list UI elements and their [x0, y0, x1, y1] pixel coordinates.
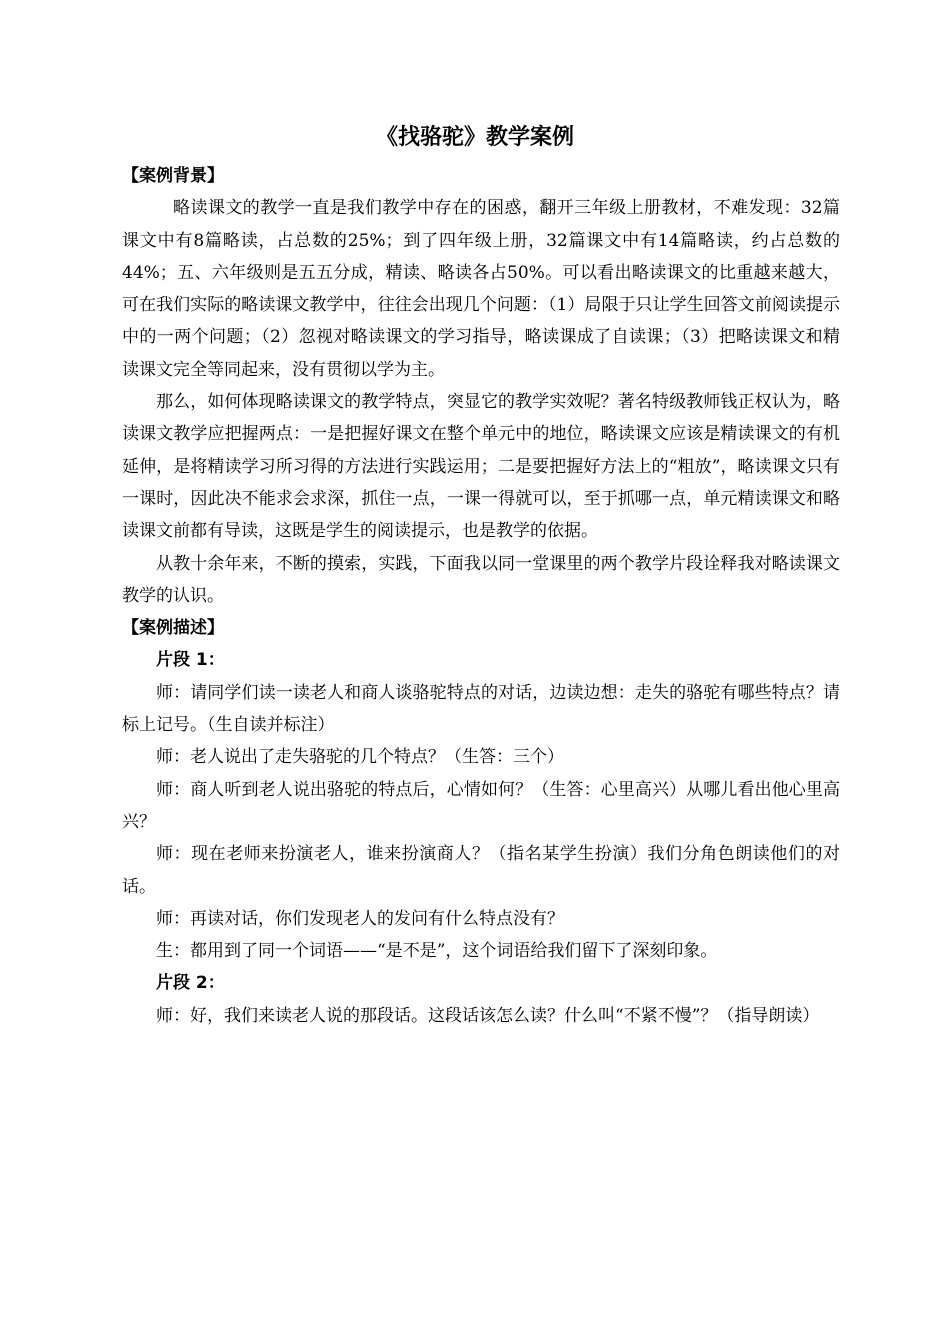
dialogue-line: 师：老人说出了走失骆驼的几个特点？（生答：三个） — [156, 747, 564, 768]
dialogue-line: 师：现在老师来扮演老人，谁来扮演商人？（指名某学生扮演）我们分角色朗读他们的对话。 — [122, 844, 840, 897]
dialogue-line: 师：请同学们读一读老人和商人谈骆驼特点的对话，边读边想：走失的骆驼有哪些特点？请标上记号。（生自读并标注） — [122, 682, 840, 736]
background-paragraph-2: 那么，如何体现略读课文的教学特点，突显它的教学实效呢？著名特级教师钱正权认为，略读课文教学应把握两点：一是把握好课文在整个单元中的地位，略读课文应该是精读课文的有机延伸，是将精读学习所习得的方法进行实践运用；二是要把握好方法上的“粗放”，略读课文只有一课时，因此决不能求会求深，抓住一点，一课一得就可以，至于抓哪一点，单元精读课文和略读课文前都有导读，这既是学生的阅读提示，也是教学的依据。 — [122, 392, 840, 542]
document-body — [122, 160, 840, 1032]
dialogue-line: 师：好，我们来读老人说的那段话。这段话该怎么读？什么叫“不紧不慢”？（指导朗读） — [156, 1005, 820, 1026]
section-heading-description: 【案例描述】 — [122, 618, 224, 639]
background-paragraph-1: 略读课文的教学一直是我们教学中存在的困惑，翻开三年级上册教材，不难发现：32篇课文中有8篇略读，占总数的25%；到了四年级上册，32篇课文中有14篇略读，约占总数的44%；五、六年级则是五五分成，精读、略读各占50%。可以看出略读课文的比重越来越大，可在我们实际的略读课文教学中，往往会出现几个问题：（1）局限于只让学生回答文前阅读提示中的一两个问题；（2）忽视对略读课文的学习指导，略读课成了自读课；（3）把略读课文和精读课文完全等同起来，没有贯彻以学为主。 — [122, 198, 840, 380]
dialogue-line: 师：商人听到老人说出骆驼的特点后，心情如何？（生答：心里高兴）从哪儿看出他心里高兴？ — [122, 779, 840, 832]
document-title: 《找骆驼》教学案例 — [375, 125, 574, 150]
dialogue-line: 师：再读对话，你们发现老人的发问有什么特点没有？ — [156, 908, 564, 929]
background-paragraph-3: 从教十余年来，不断的摸索，实践，下面我以同一堂课里的两个教学片段诠释我对略读课文教学的认识。 — [122, 553, 840, 606]
fragment-1-label: 片段 1： — [156, 650, 225, 671]
dialogue-line: 生：都用到了同一个词语——“是不是”，这个词语给我们留下了深刻印象。 — [156, 941, 718, 962]
section-heading-background: 【案例背景】 — [122, 166, 224, 186]
fragment-2-label: 片段 2： — [156, 973, 225, 994]
